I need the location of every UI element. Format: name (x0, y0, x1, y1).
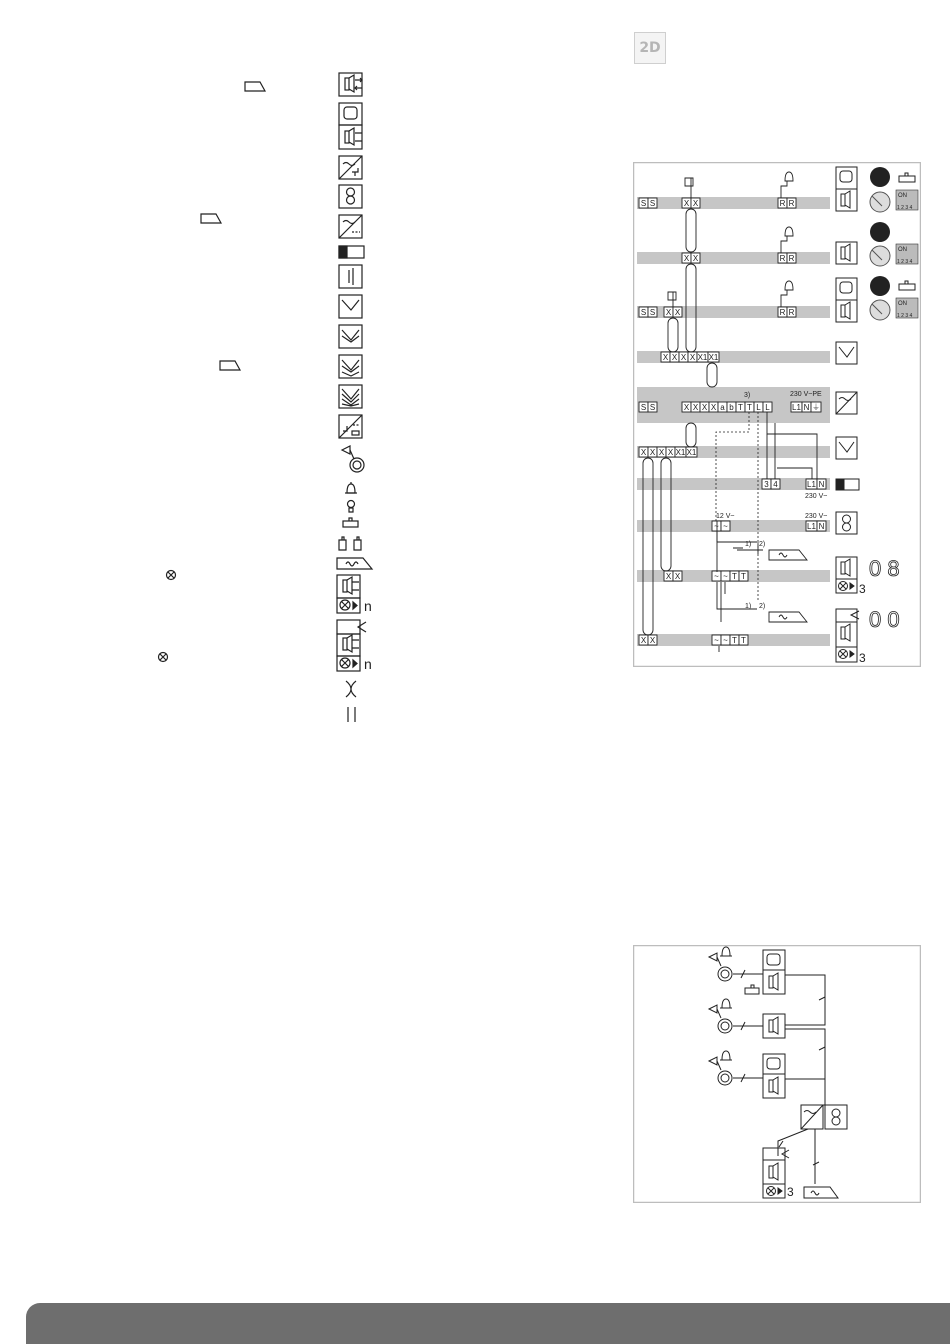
dip-on-3: ON (898, 301, 907, 307)
terminal-label: T (747, 403, 752, 412)
legend-n-label-2: n (364, 656, 372, 672)
tag-marker-1 (245, 82, 265, 91)
distributor-symbol-2 (339, 325, 362, 348)
switch-actuator-symbol (339, 246, 364, 258)
terminal-label: L (765, 403, 770, 412)
terminal-label: T (732, 636, 737, 645)
power-supply-symbol (339, 156, 362, 179)
terminal-label: T (741, 636, 746, 645)
bulb-icon (348, 501, 355, 513)
display-bottom: 0 0 (869, 607, 900, 632)
button-module-symbol (339, 265, 362, 288)
terminal-label: X (683, 254, 690, 263)
supply-pe-label: 230 V~PE (790, 391, 822, 398)
video-door-station-symbol (339, 103, 362, 149)
terminal-label: ~ (714, 522, 719, 531)
power-supply-dc-symbol (339, 215, 362, 238)
terminal-label: X (710, 403, 717, 412)
terminal-label: N (803, 403, 810, 412)
terminal-label: X (674, 308, 681, 317)
count-3b-label: 3 (859, 651, 866, 665)
terminal-label: a (720, 403, 725, 412)
dip-nums-3: 1 2 3 4 (897, 313, 913, 319)
terminal-label: X (680, 353, 687, 362)
terminal-label: 3 (764, 480, 769, 489)
terminal-label: R (779, 199, 786, 208)
terminal-label: X (662, 353, 669, 362)
terminal-label: R (779, 254, 786, 263)
indoor-station-call-symbol (337, 620, 366, 671)
terminal-label: T (738, 403, 743, 412)
terminal-label: T (732, 572, 737, 581)
camera-icon (339, 537, 361, 550)
overview-diagram (633, 945, 921, 1203)
supply-label-2: 230 V~ (805, 513, 828, 520)
transformer-symbol (339, 185, 362, 208)
lamp-marker-2 (159, 653, 168, 662)
overview-count-3: 3 (787, 1185, 794, 1199)
terminal-label: X (665, 308, 672, 317)
terminal-label: X (640, 448, 647, 457)
door-station-symbol (339, 73, 362, 96)
symbol-legend (0, 0, 420, 740)
note-2a-label: 2) (759, 541, 766, 548)
lamp-marker-1 (167, 571, 176, 580)
tag-marker-3 (220, 361, 240, 370)
terminal-label: X (692, 254, 699, 263)
dip-nums-2: 1 2 3 4 (897, 259, 913, 265)
terminal-label: X (692, 199, 699, 208)
terminal-label: X (683, 199, 690, 208)
terminal-label: R (788, 199, 795, 208)
terminal-label: S (640, 403, 647, 412)
terminal-label: X (683, 403, 690, 412)
bell-icon (345, 482, 357, 493)
terminal-label: S (640, 308, 647, 317)
terminal-label: X (701, 403, 708, 412)
distributor-symbol-1 (339, 295, 362, 318)
parallel-lines-symbol (348, 707, 355, 722)
footer-bar (26, 1303, 950, 1344)
terminal-label: S (640, 199, 647, 208)
camera-adapter-symbol (339, 415, 362, 438)
terminal-label: L1 (807, 480, 816, 489)
terminal-label: ⏚ (812, 403, 820, 412)
terminal-label: R (788, 308, 795, 317)
terminal-label: X (658, 448, 665, 457)
terminal-label: ~ (714, 636, 719, 645)
distributor-symbol-3 (339, 355, 362, 378)
terminal-label: X (649, 448, 656, 457)
door-opener-icon (343, 518, 358, 527)
terminal-label: ~ (723, 636, 728, 645)
terminal-label: R (788, 254, 795, 263)
terminal-label: X (640, 636, 647, 645)
terminal-label: N (818, 480, 825, 489)
terminal-label: S (649, 308, 656, 317)
display-top: 0 8 (869, 556, 900, 581)
terminal-label: b (729, 403, 734, 412)
terminal-label: ~ (723, 572, 728, 581)
terminal-label: X (671, 353, 678, 362)
terminal-label: X (674, 572, 681, 581)
terminal-label: X1 (708, 353, 719, 362)
terminal-label: ~ (723, 522, 728, 531)
terminal-label: L1 (807, 522, 816, 531)
terminal-label: L (756, 403, 761, 412)
count-3a-label: 3 (859, 582, 866, 596)
terminal-label: 4 (773, 480, 778, 489)
indoor-station-lamp-symbol (337, 575, 360, 613)
dip-on-2: ON (898, 247, 907, 253)
call-button-symbol (342, 446, 364, 472)
note-1a-label: 1) (745, 541, 752, 548)
dip-on-1: ON (898, 193, 907, 199)
terminal-label: L1 (792, 403, 801, 412)
terminal-label: X (665, 572, 672, 581)
terminal-label: S (649, 199, 656, 208)
note-3-label: 3) (744, 392, 751, 399)
note-2b-label: 2) (759, 603, 766, 610)
terminal-label: R (779, 308, 786, 317)
terminal-label: X (667, 448, 674, 457)
gong-symbol (337, 558, 372, 569)
terminal-label: N (818, 522, 825, 531)
note-1b-label: 1) (745, 603, 752, 610)
supply-label-1: 230 V~ (805, 493, 828, 500)
legend-n-label-1: n (364, 598, 372, 614)
terminal-label: X (649, 636, 656, 645)
terminal-label: T (741, 572, 746, 581)
terminal-label: S (649, 403, 656, 412)
twisted-pair-symbol (346, 681, 356, 697)
terminal-label: ~ (714, 572, 719, 581)
wiring-diagram (633, 162, 921, 667)
terminal-label: X1 (686, 448, 697, 457)
terminal-label: X1 (675, 448, 686, 457)
terminal-label: X (689, 353, 696, 362)
distributor-symbol-4 (339, 385, 362, 408)
low-voltage-label: 12 V~ (716, 513, 735, 520)
terminal-label: X (692, 403, 699, 412)
tag-marker-2 (201, 214, 221, 223)
dip-nums-1: 1 2 3 4 (897, 205, 913, 211)
terminal-label: X1 (697, 353, 708, 362)
section-badge: 2D (634, 32, 666, 64)
